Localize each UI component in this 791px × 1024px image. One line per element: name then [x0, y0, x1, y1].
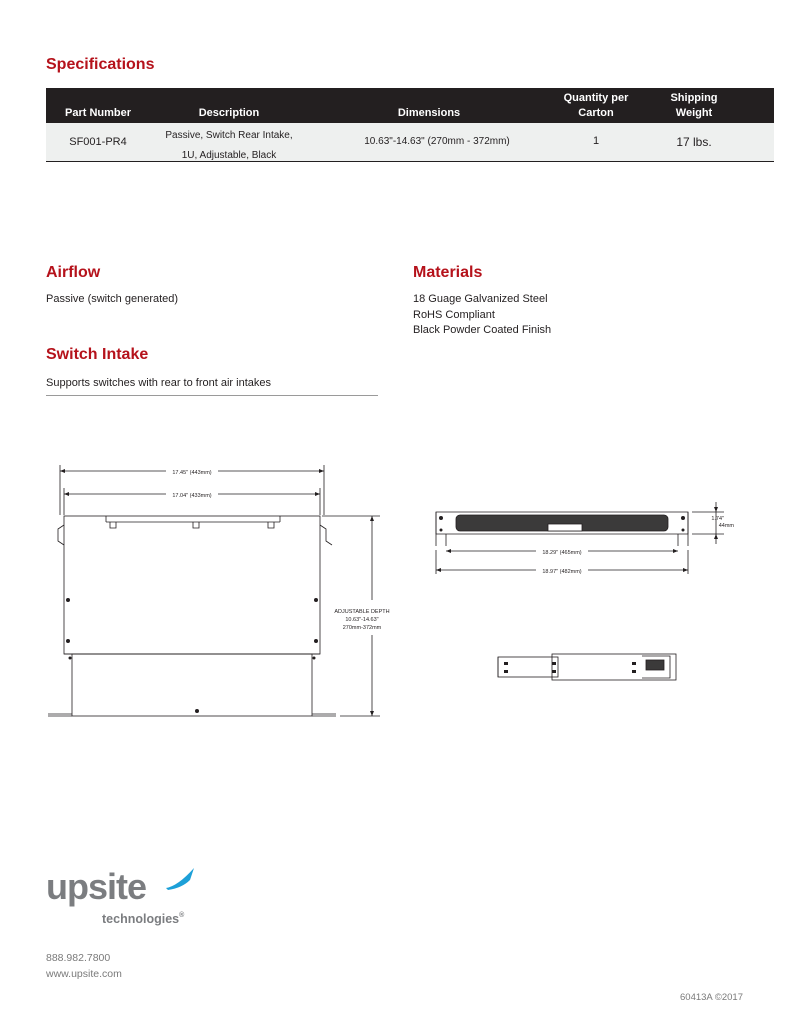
cell-description: [154, 126, 304, 166]
col-description: Description: [198, 107, 260, 119]
height-label-line1: 1.74": [711, 516, 724, 522]
specifications-heading: Specifications: [46, 56, 155, 73]
col-shipping: [652, 91, 736, 121]
depth-label-line2: 10.63"-14.63": [345, 617, 379, 623]
airflow-heading: Airflow: [46, 264, 101, 281]
outer-width-label: 17.45" (443mm): [172, 470, 212, 476]
col-shipping-line1: Shipping: [670, 92, 718, 104]
contact-info: [46, 950, 122, 982]
logo-sub: [102, 912, 184, 926]
phone-number: 888.982.7800: [46, 952, 111, 964]
col-quantity-line2: Carton: [578, 107, 614, 119]
col-quantity-line1: Quantity per: [563, 92, 629, 104]
document-code: 60413A ©2017: [680, 992, 744, 1003]
col-part-number: Part Number: [64, 107, 132, 119]
depth-label-line1: ADJUSTABLE DEPTH: [334, 609, 390, 615]
switch-intake-heading: Switch Intake: [46, 346, 149, 363]
cell-dimensions: 10.63"-14.63" (270mm - 372mm): [364, 136, 510, 147]
col-shipping-line2: Weight: [675, 107, 713, 119]
top-view-drawing: [40, 455, 390, 725]
website[interactable]: www.upsite.com: [46, 968, 122, 980]
cell-quantity: 1: [592, 135, 600, 147]
col-dimensions: Dimensions: [397, 107, 461, 119]
front-inner-width-label: 18.29" (465mm): [542, 550, 582, 556]
cell-description-line2: 1U, Adjustable, Black: [181, 150, 277, 161]
cell-description-line1: Passive, Switch Rear Intake,: [165, 130, 293, 141]
logo-sub-text: technologies: [102, 912, 180, 926]
cell-shipping-weight: 17 lbs.: [676, 135, 712, 149]
materials-heading: Materials: [413, 264, 483, 281]
height-label-line2: 44mm: [718, 523, 734, 529]
section-divider: [46, 395, 378, 396]
inner-width-label: 17.04" (433mm): [172, 493, 212, 499]
col-quantity: [546, 91, 646, 121]
side-view-drawing: [492, 650, 682, 688]
front-outer-width-label: 18.97" (482mm): [542, 569, 582, 575]
materials-item: RoHS Compliant: [413, 308, 495, 321]
materials-item: Black Powder Coated Finish: [413, 324, 552, 336]
switch-intake-text: Supports switches with rear to front air intakes: [46, 377, 271, 389]
logo-swoosh-icon: [164, 866, 198, 894]
cell-part-number: SF001-PR4: [69, 136, 127, 148]
front-view-drawing: [428, 500, 748, 582]
logo-word: upsite: [46, 866, 147, 907]
spec-table-header: [46, 88, 774, 123]
spec-table-row: [46, 123, 774, 162]
materials-item: 18 Guage Galvanized Steel: [413, 293, 548, 305]
depth-label-line3: 270mm-372mm: [342, 625, 382, 631]
upsite-logo: [46, 866, 206, 936]
materials-list: [413, 292, 551, 339]
airflow-text: Passive (switch generated): [46, 293, 179, 305]
registered-mark: ®: [179, 912, 185, 919]
